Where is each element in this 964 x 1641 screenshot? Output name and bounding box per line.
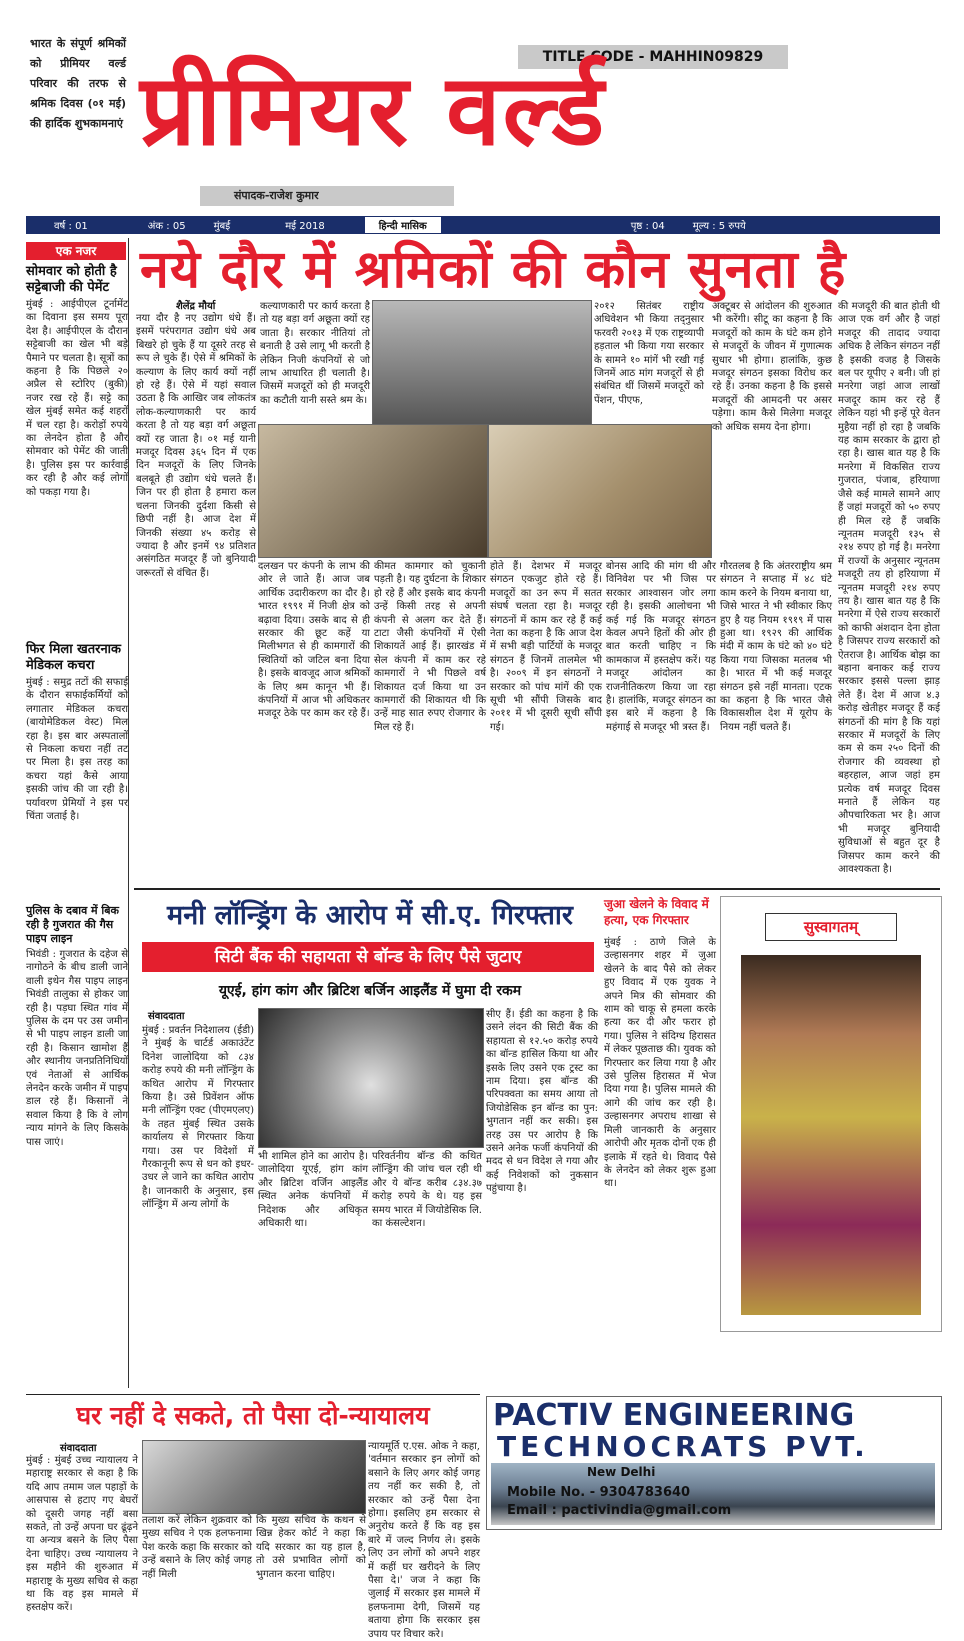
handcuffs-photo (258, 1008, 484, 1148)
story3-title: पुलिस के दबाव में बिक रही है गुजरात की गैस पाइप लाइन (26, 904, 119, 945)
lead-col-2b: कीमत कामगार को चुकानी पड़ती है। यह दुर्घटना के शिकार हो रहे हैं और इसके बाद कंपनी उन्हें किसी तरह से अपनी कंपनी से अलग कर देते हैं। टाटा जैसी कंपनियों में ऐसी शिकायतें आई हैं। झारखंड में सेल कंपनी में काम कर रहे कामगारों ने भी पिछले वर्ष शिकायत दर्ज किया था उन कामगारों की शिकायत थी कि उन्हें माह सात रुपए रोजगार के मिल रहे हैं। (374, 561, 486, 733)
info-issue: अंक : 05 (147, 221, 186, 232)
lead-col-5: की मजदूरी की बात होती थी आज एक वर्ग और है जहां मजदूर की तादाद ज्यादा अधिक है लेकिन संगठन नहीं है इसकी वजह है जिसके बल पर यूपीए २ बनी। जी हां मनरेगा जहां आज लाखों मजदूर काम कर रहे हैं लेकिन यहां भी इन्हें पूरे वेतन मुहैया नहीं हो रहा है जबकि यह काम सरकार के द्वारा हो रहा है। खास बात यह है कि मनरेगा में विकसित राज्य गुजरात, पंजाब, हरियाणा जैसे कई मामले सामने आए हैं जहां मजदूरों को ५० रुपए ही मिल रहे हैं जबकि न्यूनतम मजदूरी १३५ से २१४ रुपए हो गई है। मनरेगा में राज्यों के अनुसार न्यूनतम मजदूरी तय हो हरियाणा में न्यूनतम मजदूरी २१४ रुपए तय है। खास बात यह है कि मनरेगा में ऐसे राज्य सरकारों को काफी अंशदान देना होता है जिसपर राज्य सरकारों को ऐतराज है। आर्थिक बोझ का बहाना बनाकर कई राज्य सरकार इससे पल्ला झाड़ लेते हैं। देश में आज ४.३ करोड़ खेतीहर मजदूर हैं कई संगठनों की मांग है कि यहां सरकार में मजदूरों के लिए कम से कम २५० दिनों की रोजगार की व्यवस्था हो बहरहाल, आज जहां हम प्रत्येक वर्ष मजदूर दिवस मनाते हैं लेकिन यह औपचारिकता भर है। आज भी मजदूर बुनियादी सुविधाओं से बहुत दूर है जिसपर काम करने की आवश्यकता है। (838, 301, 940, 876)
lead-headline: नये दौर में श्रमिकों की कौन सुनता है (140, 240, 847, 300)
ad-line-2: TECHNOCRATS PVT. (497, 1430, 869, 1463)
lead-col-5b: गौरतलब है कि अंतरराष्ट्रीय श्रम संगठन ने सप्ताह में ४८ घंटे काम करने के नियम बनाया था, जिसे भारत ने भी स्वीकार किए हुए है यह नियम १९१९ में पास हुआ था। १९२९ की आर्थिक मंदी में काम के घंटे को ४० घंटे किया गया जिसका मतलब भी है। भारत में भी कई मजदूर संगठन इसे नहीं मानता। एटक का कहना है कि भारत जैसे विकासशील देश में यूरोप के नियम नहीं चलते हैं। (720, 561, 832, 733)
court-headline: घर नहीं दे सकते, तो पैसा दो-न्यायालय (76, 1401, 430, 1430)
money-col-2: सीए हैं। ईडी का कहना है कि उसने लंदन की सिटी बैंक की सहायता से १२.५० करोड़ रुपये का बॉन्ड हासिल किया था और इसके लिए उसने एक ट्रस्ट का नाम दिया। इस बॉन्ड की परिपक्वता का समय आया तो जियोडेसिक इन बॉन्ड का पुन: भुगतान नहीं कर सकी। इस तरह उस पर आरोप है कि उसने अनेक फर्जी कंपनियों की मदद से धन विदेश ले गया और कई निवेशकों को नुकसान पहुंचाया है। (486, 1009, 598, 1195)
court-col-3: कि मुख्य सचिव के कथन से खिन्न हेकर कोर्ट ने कहा कि यदि सरकार का यह हाल है, तो उसे प्रभावित लोगों को भुगतान करना चाहिए। (256, 1515, 366, 1580)
ad-email: Email : pactivindia@gmail.com (507, 1503, 732, 1518)
gamble-text: मुंबई : ठाणे जिले के उल्हासनगर शहर में जुआ खेलने के बाद पैसे को लेकर हुए विवाद में एक युवक ने अपने मित्र की सोमवार की शाम को चाकू से हमला करके हत्या कर दी और फरार हो गया। पुलिस ने संदिग्ध हिरासत में लेकर पूछताछ की। युवक को गिरफ्तार कर लिया गया है और उसे पुलिस हिरासत में भेज दिया गया है। पुलिस मामले की आगे की जांच कर रही है। उल्हासनगर अपराध शाखा से मिली जानकारी के अनुसार आरोपी और मृतक दोनों एक ही इलाके में रहते थे। विवाद पैसे के लेनदेन को लेकर शुरू हुआ था। (604, 937, 716, 1190)
info-volume: वर्ष : 01 (54, 221, 88, 232)
money-byline: संवाददाता (148, 1011, 185, 1022)
info-price: मूल्य : 5 रुपये (692, 221, 746, 232)
lead-col-3: २०१२ सितंबर राष्ट्रीय अधिवेशन भी किया तद्नुसार फरवरी २०१३ में एक राष्ट्रव्यापी हड़ताल भी किया गया सरकार के सामने १० मांगें भी रखी गई जिनमें आठ मांग मजदूरों से ही संबंधित थीं जिसमें मजदूरों को पेंशन, पीएफ, (594, 301, 704, 406)
editor-name: संपादक-राजेश कुमार (200, 186, 454, 206)
lead-col-3b: होते हैं। देशभर में मजदूर संगठन एकजुट होते रहे हैं। मजदूरों का उन रूप में सतत संघर्ष चलता रहा है। मजदूर संगठनों में काम कर रहे हैं कई नेता का कहना है कि आज देश में सभी बड़ी पार्टियों के मजदूर संगठन हैं जिनमें तालमेल भी है। २००९ में इन संगठनों ने सरकार को पांच मांगें की एक सूची भी सौंपी जिसके बाद २०११ में भी दूसरी सूची सौंपी गई। (490, 561, 602, 733)
info-type: हिन्दी मासिक (365, 217, 441, 233)
court-byline: संवाददाता (60, 1443, 97, 1454)
masthead-wish: भारत के संपूर्ण श्रमिकों को प्रीमियर वर्ल्ड परिवार की तरफ से श्रमिक दिवस (०१ मई) की हार्दिक शुभकामनाएं (30, 37, 126, 130)
money-headline: मनी लॉन्ड्रिंग के आरोप में सी.ए. गिरफ्तार (167, 900, 573, 931)
title-code: TITLE CODE - MAHHIN09829 (518, 45, 788, 69)
story2-text: मुंबई : समुद्र तटों की सफाई के दौरान सफाईकर्मियों को लगातार मेडिकल कचरा (बायोमेडिकल वेस्ट) मिल रहा है। इस बार अस्पतालों से निकला कचरा नहीं तट पर मिला है। इस तरह का कचरा यहां कैसे आया इसकी जांच की जा रही है। पर्यावरण प्रेमियों ने इस पर चिंता जताई है। (26, 677, 128, 823)
ek-nazar-tag: एक नजर (26, 242, 126, 260)
court-col-4: न्यायमूर्ति ए.एस. ओक ने कहा, 'वर्तमान सरकार इन लोगों को बसाने के लिए अगर कोई जगह तय नहीं कर सकी है, तो सरकार को उन्हें पैसा देना होगा। इसलिए हम सरकार से अनुरोध करते हैं कि वह इस बारे में जल्द निर्णय ले। इसके लिए उन लोगों को अपने शहर में कहीं घर खरीदने के लिए पैसा दे।' जज ने कहा कि जुलाई में सरकार इस मामले में हलफनामा देगी, जिसमें यह बताया होगा कि सरकार इस उपाय पर विचार करे। (368, 1441, 480, 1640)
lead-col-4: अक्टूबर से आंदोलन की शुरुआत भी करेंगी। सीटू का कहना है कि मजदूरों को काम के घंटे कम होने से मजदूरों के जीवन में गुणात्मक सुधार भी होगा। हालांकि, कुछ मजदूर संगठन इसका विरोध कर रहे हैं। उनका कहना है कि इससे मजदूरों की आमदनी पर असर पड़ेगा। काम कैसे मिलेगा मजदूर को अधिक समय देना होगा। (712, 301, 832, 433)
lead-col-4b: बोनस आदि की मांग थी और विनिवेश पर भी जिस पर सरकार आश्वासन जोर लगा रही है। इसकी आलोचना भी कई गई कि मजदूर संगठन केवल अपने हितों की ओर ही बात करती चाहिए न कि कामकाज में हस्तक्षेप करें। यह मजदूर आंदोलन का राजनीतिकरण किया जा रहा है। हालांकि, मजदूर संगठन का इस बारे में कहना है कि महंगाई से मजदूर भी त्रस्त हैं। (606, 561, 716, 733)
info-city: मुंबई (213, 221, 231, 232)
gamble-headline: जुआ खेलने के विवाद में हत्या, एक गिरफ्तार (604, 897, 709, 927)
pactiv-ad (486, 1396, 942, 1530)
ad-mobile: Mobile No. - 9304783640 (507, 1485, 691, 1500)
money-subhead: सिटी बैंक की सहायता से बॉन्ड के लिए पैसे जुटाए (142, 942, 594, 972)
welcome-title: सुस्वागतम् (765, 913, 897, 941)
info-date: मई 2018 (285, 221, 325, 232)
info-page: पृष्ठ : 04 (630, 221, 665, 232)
info-bar (26, 216, 940, 234)
money-col-3: भी शामिल होने का आरोप है। जालोदिया यूएई, हांग कांग और ब्रिटिश वर्जिन आइलैंड स्थित अनेक कंपनियों में निदेशक और अधिकृत अधिकारी था। (258, 1151, 368, 1230)
lead-col-1b: दलखन पर कंपनी के लाभ की ओर ले जाते हैं। आज जब आर्थिक उदारीकरण का दौर है। भारत १९९१ में निजी क्षेत्र को बढ़ावा दिया। उसके बाद से ही सरकार की छूट कहें या मिलीभगत से ही कामगारों की स्थितियों को जटिल बना दिया है। इसके बावजूद आज श्रमिकों के लिए श्रम कानून भी हैं। कंपनियों में आज भी अधिकतर मजदूर ठेके पर काम कर रहे हैं। (258, 561, 370, 720)
ad-city: New Delhi (587, 1465, 656, 1479)
left-column (26, 238, 129, 1388)
lead-bottom-rule (134, 888, 940, 890)
child-labour-illustration (488, 424, 712, 558)
coal-cart-illustration (258, 424, 488, 558)
money-col-4: परिवर्तनीय बॉन्ड की कथित लॉन्ड्रिंग की जांच चल रही थी और ये बॉन्ड करीब ८३४.३७ करोड़ रुपये के थे। यह इस समय भारत में जियोडेसिक लि. का कंसल्टेशन। (372, 1151, 482, 1230)
welcome-panel (720, 896, 942, 1332)
workers-bricks-photo (372, 300, 592, 426)
masthead-title: प्रीमियर वर्ल्ड (140, 54, 607, 168)
namaste-woman-photo (741, 955, 921, 1315)
story2-title: फिर मिला खतरनाक मेडिकल कचरा (26, 642, 122, 673)
court-col-1: मुंबई : मुंबई उच्च न्यायालय ने महाराष्ट्र सरकार से कहा है कि यदि आप तमाम जल पहाड़ों के आसपास से हटाए गए बेघरों को दूसरी जगह नहीं बसा सकते, तो उन्हें अपना घर ढूंढ़ने या अन्यत्र बसने के लिए पैसा देना चाहिए। उच्च न्यायालय ने इस महीने की शुरुआत में महाराष्ट्र के मुख्य सचिव से कहा था कि वह इस मामले में हस्तक्षेप करें। (26, 1455, 138, 1614)
story1-text: मुंबई : आईपीएल टूर्नामेंट का दिवाना इस समय पूरा देश है। आईपीएल के दौरान सट्टेबाजी का खेल भी बड़े पैमाने पर चलता है। सूत्रों का कहना है कि पिछले २० अप्रैल से स्टोरिए (बुकी) नजर रख रहे हैं। सट्टे का खेल मुंबई समेत कई शहरों में चल रहा है। करोड़ों रुपये का लेनदेन होता है और सोमवार को पेमेंट की जाती है। पुलिस इस पर कार्रवाई कर रही है और कई लोगों को पकड़ा गया है। (26, 299, 128, 498)
ad-line-1: PACTIV ENGINEERING (493, 1398, 855, 1433)
lead-col-2: कल्याणकारी पर कार्य करता है तो यह बड़ा वर्ग अछूता क्यों रह जाता है। सरकार नीतियां तो बनाती है उसे लागू भी करती है लेकिन निजी कंपनियों से जो लाभ आधारित ही चलाती है। जिसमें मजदूरों को ही मजदूरी का कटौती यानी सस्ते श्रम के। (260, 301, 370, 406)
story1-title: सोमवार को होती है सट्टेबाजी की पेमेंट (26, 264, 117, 295)
money-col-1: मुंबई : प्रवर्तन निदेशालय (ईडी) ने मुंबई के चार्टर्ड अकाउंटेंट दिनेश जालोदिया को ८३४ करोड़ रुपये की मनी लॉन्ड्रिंग के कथित आरोप में गिरफ्तार किया है। उसे प्रिवेंशन ऑफ मनी लॉन्ड्रिंग एक्ट (पीएमएलए) के तहत मुंबई स्थित उसके कार्यालय से गिरफ्तार किया गया। उस पर विदेशों में गैरकानूनी रूप से धन को इधर-उधर ले जाने का कथित आरोप है। जानकारी के अनुसार, इस लॉन्ड्रिंग में अन्य लोगों के (142, 1025, 254, 1211)
court-col-2: तलाश करें लेकिन शुक्रवार को मुख्य सचिव ने एक हलफनामा पेश करके कहा कि सरकार को उन्हें बसाने के लिए कोई जगह नहीं मिली (142, 1515, 252, 1580)
gavel-photo (142, 1440, 366, 1514)
story3-text: भिवंडी : गुजरात के दहेज से नागोठने के बीच डाली जाने वाली इथेन गैस पाइप लाइन भिवंडी तालुका से होकर जा रही है। पड़घा स्थित गांव में पुलिस के दम पर उस जमीन से भी पाइप लाइन डाली जा रही है। किसान खामोश हैं और स्थानीय जनप्रतिनिधियों एवं नेताओं से आर्थिक लेनदेन करके जमीन में पाइप डाल रहे हैं। किसानों ने सवाल किया है कि वे लोग न्याय मांगने के लिए किसके पास जाएं। (26, 949, 128, 1148)
money-subhead-2: यूएई, हांग कांग और ब्रिटिश बर्जिन आइलैंड में घुमा दी रकम (218, 983, 522, 999)
lead-byline: शैलेंद्र मौर्या (176, 301, 216, 312)
lead-col-1: नया दौर है नए उद्योग धंधे हैं। इसमें परंपरागत उद्योग धंधे अब बिखरे हो चुके हैं या दूसरे तरह से रूप ले चुके हैं। ऐसे में श्रमिकों के कल्याण के लिए कार्य क्यों नहीं हो रहे हैं। ऐसे में यहां सवाल उठता है कि आखिर जब लोकतंत्र लोक-कल्याणकारी पर कार्य करता है तो यह बड़ा वर्ग अछूता क्यों रह जाता है। ०१ मई यानी मजदूर दिवस ३६५ दिन में एक दिन मजदूरों के लिए जिनके बलबूते ही उद्योग धंधे चलते हैं। जिन पर ही होता है हमारा कल चलना जिनकी दुर्दशा किसी से छिपी नहीं है। आज देश में जिनकी संख्या ४५ करोड़ से ज्यादा है और इनमें ९४ प्रतिशत असंगठित मजदूर हैं जो बुनियादी जरूरतों से वंचित हैं। (136, 313, 256, 579)
